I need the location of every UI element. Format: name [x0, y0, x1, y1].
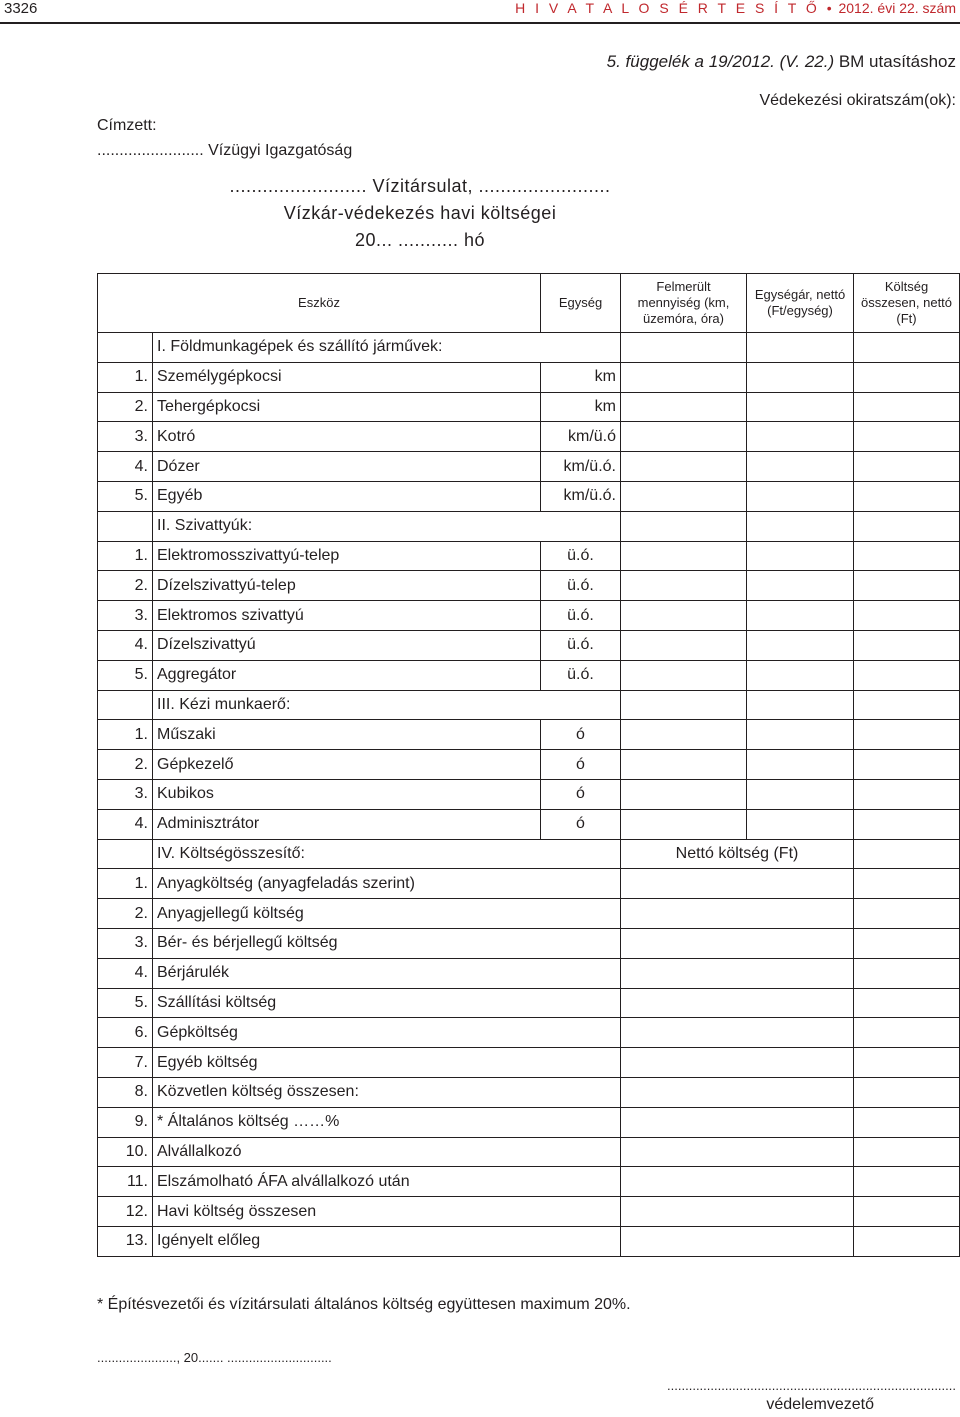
table-row [98, 601, 960, 631]
row-number: 5. [98, 988, 153, 1018]
section-header-row [98, 690, 960, 720]
empty-cell [621, 392, 747, 422]
title-line-3: 20... ........... hó [354, 230, 486, 250]
signature-role: védelemvezető [766, 1396, 874, 1413]
empty-cell [854, 869, 960, 899]
empty-cell [854, 333, 960, 363]
empty-cell [854, 809, 960, 839]
empty-cell [854, 958, 960, 988]
row-name: Aggregátor [153, 660, 541, 690]
header-felmerult: Felmerült mennyiség (km, üzemóra, óra) [621, 274, 747, 333]
empty-cell [747, 541, 854, 571]
empty-cell [747, 362, 854, 392]
header-eszkoz: Eszköz [98, 274, 541, 333]
empty-cell [854, 779, 960, 809]
empty-cell [621, 541, 747, 571]
empty-cell [854, 1226, 960, 1256]
empty-cell [621, 422, 747, 452]
row-number: 1. [98, 362, 153, 392]
section-header-row [98, 333, 960, 363]
table-row [98, 452, 960, 482]
row-name: Dízelszivattyú [153, 630, 541, 660]
row-number: 3. [98, 422, 153, 452]
empty-cell [98, 333, 153, 363]
empty-cell [854, 839, 960, 869]
header-rule [0, 22, 960, 24]
empty-cell [621, 511, 747, 541]
row-unit: ó [541, 750, 621, 780]
empty-cell [747, 630, 854, 660]
table-row [98, 720, 960, 750]
row-unit: ó [541, 809, 621, 839]
row-unit: ü.ó. [541, 630, 621, 660]
empty-cell [747, 571, 854, 601]
empty-cell [621, 333, 747, 363]
empty-cell [621, 601, 747, 631]
empty-cell [621, 362, 747, 392]
row-unit: ü.ó. [541, 541, 621, 571]
empty-cell [747, 601, 854, 631]
row-number: 3. [98, 779, 153, 809]
empty-cell [854, 630, 960, 660]
row-number: 4. [98, 630, 153, 660]
section-title: I. Földmunkagépek és szállító járművek: [153, 333, 621, 363]
empty-cell [747, 809, 854, 839]
summary-title: IV. Költségösszesítő: [153, 839, 621, 869]
section-title: II. Szivattyúk: [153, 511, 621, 541]
row-number: 1. [98, 869, 153, 899]
net-cost-cell [621, 1048, 854, 1078]
table-row [98, 1077, 960, 1107]
annex-title-italic: 5. függelék a 19/2012. (V. 22.) [606, 52, 835, 71]
empty-cell [747, 333, 854, 363]
annex-title [607, 52, 956, 72]
row-unit: km [541, 362, 621, 392]
empty-cell [98, 839, 153, 869]
empty-cell [747, 690, 854, 720]
row-number: 4. [98, 809, 153, 839]
row-name: Szállítási költség [153, 988, 621, 1018]
row-name: Bérjárulék [153, 958, 621, 988]
row-number: 3. [98, 601, 153, 631]
table-row [98, 630, 960, 660]
net-cost-cell [621, 958, 854, 988]
empty-cell [854, 541, 960, 571]
document-number-label: Védekezési okiratszám(ok): [759, 92, 956, 109]
row-name: Anyagköltség (anyagfeladás szerint) [153, 869, 621, 899]
row-number: 4. [98, 958, 153, 988]
empty-cell [854, 452, 960, 482]
empty-cell [854, 1137, 960, 1167]
empty-cell [854, 511, 960, 541]
row-number: 2. [98, 750, 153, 780]
empty-cell [854, 422, 960, 452]
empty-cell [747, 481, 854, 511]
net-cost-cell [621, 869, 854, 899]
row-unit: ü.ó. [541, 660, 621, 690]
row-name: Egyéb [153, 481, 541, 511]
row-name: Igényelt előleg [153, 1226, 621, 1256]
table-header-row [98, 274, 960, 333]
row-number: 13. [98, 1226, 153, 1256]
row-unit: km/ü.ó. [541, 481, 621, 511]
empty-cell [747, 750, 854, 780]
table-row [98, 1048, 960, 1078]
summary-header-row [98, 839, 960, 869]
net-cost-cell [621, 988, 854, 1018]
net-cost-cell [621, 1167, 854, 1197]
row-name: Anyagjellegű költség [153, 899, 621, 929]
table-row [98, 779, 960, 809]
empty-cell [854, 1048, 960, 1078]
row-name: Egyéb költség [153, 1048, 621, 1078]
empty-cell [854, 1018, 960, 1048]
title-line-1: ......................... Vízitársulat, ........................ [229, 176, 611, 196]
empty-cell [621, 750, 747, 780]
row-unit: ü.ó. [541, 601, 621, 631]
section-title: III. Kézi munkaerő: [153, 690, 621, 720]
row-number: 11. [98, 1167, 153, 1197]
empty-cell [621, 660, 747, 690]
row-name: Dízelszivattyú-telep [153, 571, 541, 601]
net-cost-cell [621, 1077, 854, 1107]
empty-cell [854, 481, 960, 511]
empty-cell [747, 720, 854, 750]
row-number: 1. [98, 720, 153, 750]
empty-cell [747, 511, 854, 541]
table-row [98, 750, 960, 780]
footnote: * Építésvezetői és vízitársulati általános költség együttesen maximum 20%. [97, 1296, 631, 1313]
empty-cell [854, 601, 960, 631]
empty-cell [98, 511, 153, 541]
row-number: 2. [98, 392, 153, 422]
bullet-separator: • [826, 0, 832, 16]
empty-cell [621, 571, 747, 601]
empty-cell [854, 899, 960, 929]
table-row [98, 988, 960, 1018]
table-row [98, 1018, 960, 1048]
row-name: Gépkezelő [153, 750, 541, 780]
annex-title-rest: BM utasításhoz [834, 52, 956, 71]
empty-cell [747, 779, 854, 809]
row-unit: ü.ó. [541, 571, 621, 601]
table-row [98, 928, 960, 958]
row-name: Elektromos szivattyú [153, 601, 541, 631]
empty-cell [854, 1107, 960, 1137]
row-number: 9. [98, 1107, 153, 1137]
row-unit: ó [541, 779, 621, 809]
recipient-label: Címzett: [97, 117, 157, 134]
issue-label: 2012. évi 22. szám [838, 0, 956, 16]
table-row [98, 362, 960, 392]
net-cost-cell [621, 1137, 854, 1167]
row-unit: km [541, 392, 621, 422]
row-name: Elektromosszivattyú-telep [153, 541, 541, 571]
empty-cell [621, 809, 747, 839]
row-name: Havi költség összesen [153, 1197, 621, 1227]
row-name: Dózer [153, 452, 541, 482]
empty-cell [854, 392, 960, 422]
row-number: 4. [98, 452, 153, 482]
empty-cell [621, 630, 747, 660]
table-row [98, 1226, 960, 1256]
table-row [98, 541, 960, 571]
row-name: Tehergépkocsi [153, 392, 541, 422]
row-name: * Általános költség ……% [153, 1107, 621, 1137]
row-number: 12. [98, 1197, 153, 1227]
journal-title [515, 0, 956, 16]
row-number: 2. [98, 899, 153, 929]
empty-cell [854, 928, 960, 958]
row-name: Műszaki [153, 720, 541, 750]
empty-cell [621, 690, 747, 720]
row-name: Kotró [153, 422, 541, 452]
table-row [98, 481, 960, 511]
row-unit: ó [541, 720, 621, 750]
net-cost-cell [621, 1197, 854, 1227]
section-header-row [98, 511, 960, 541]
empty-cell [854, 1167, 960, 1197]
empty-cell [747, 452, 854, 482]
row-unit: km/ü.ó. [541, 452, 621, 482]
empty-cell [747, 422, 854, 452]
net-cost-label: Nettó költség (Ft) [621, 839, 854, 869]
table-row [98, 958, 960, 988]
header-egysegar: Egységár, nettó (Ft/egység) [747, 274, 854, 333]
empty-cell [854, 690, 960, 720]
empty-cell [747, 660, 854, 690]
empty-cell [854, 660, 960, 690]
table-row [98, 1137, 960, 1167]
row-name: Közvetlen költség összesen: [153, 1077, 621, 1107]
row-name: Bér- és bérjellegű költség [153, 928, 621, 958]
row-number: 10. [98, 1137, 153, 1167]
row-number: 2. [98, 571, 153, 601]
empty-cell [854, 362, 960, 392]
row-number: 1. [98, 541, 153, 571]
row-number: 5. [98, 660, 153, 690]
table-row [98, 1107, 960, 1137]
row-name: Személygépkocsi [153, 362, 541, 392]
table-row [98, 1197, 960, 1227]
row-name: Kubikos [153, 779, 541, 809]
journal-name: H I V A T A L O S É R T E S Í T Ő [515, 0, 820, 16]
row-number: 7. [98, 1048, 153, 1078]
net-cost-cell [621, 1018, 854, 1048]
row-unit: km/ü.ó [541, 422, 621, 452]
row-name: Alvállalkozó [153, 1137, 621, 1167]
cost-table [97, 273, 960, 1257]
place-date-line: ......................, 20....... ............................. [97, 1350, 332, 1365]
row-name: Adminisztrátor [153, 809, 541, 839]
row-number: 6. [98, 1018, 153, 1048]
empty-cell [854, 720, 960, 750]
empty-cell [854, 1197, 960, 1227]
empty-cell [854, 750, 960, 780]
page-number: 3326 [4, 0, 38, 17]
table-row [98, 1167, 960, 1197]
empty-cell [621, 720, 747, 750]
net-cost-cell [621, 1107, 854, 1137]
table-row [98, 392, 960, 422]
empty-cell [621, 452, 747, 482]
table-row [98, 660, 960, 690]
net-cost-cell [621, 1226, 854, 1256]
empty-cell [854, 988, 960, 1018]
empty-cell [854, 1077, 960, 1107]
recipient-agency: ........................ Vízügyi Igazgatóság [97, 142, 353, 159]
header-koltseg: Költség összesen, nettó (Ft) [854, 274, 960, 333]
net-cost-cell [621, 928, 854, 958]
header-egyseg: Egység [541, 274, 621, 333]
row-number: 5. [98, 481, 153, 511]
net-cost-cell [621, 899, 854, 929]
table-row [98, 422, 960, 452]
row-number: 8. [98, 1077, 153, 1107]
empty-cell [854, 571, 960, 601]
empty-cell [98, 690, 153, 720]
row-name: Elszámolható ÁFA alvállalkozó után [153, 1167, 621, 1197]
signature-line: ................................................................................ [667, 1378, 956, 1393]
row-number: 3. [98, 928, 153, 958]
empty-cell [621, 779, 747, 809]
empty-cell [621, 481, 747, 511]
table-row [98, 809, 960, 839]
table-row [98, 571, 960, 601]
row-name: Gépköltség [153, 1018, 621, 1048]
title-line-2: Vízkár-védekezés havi költségei [283, 203, 557, 223]
table-row [98, 869, 960, 899]
empty-cell [747, 392, 854, 422]
table-row [98, 899, 960, 929]
